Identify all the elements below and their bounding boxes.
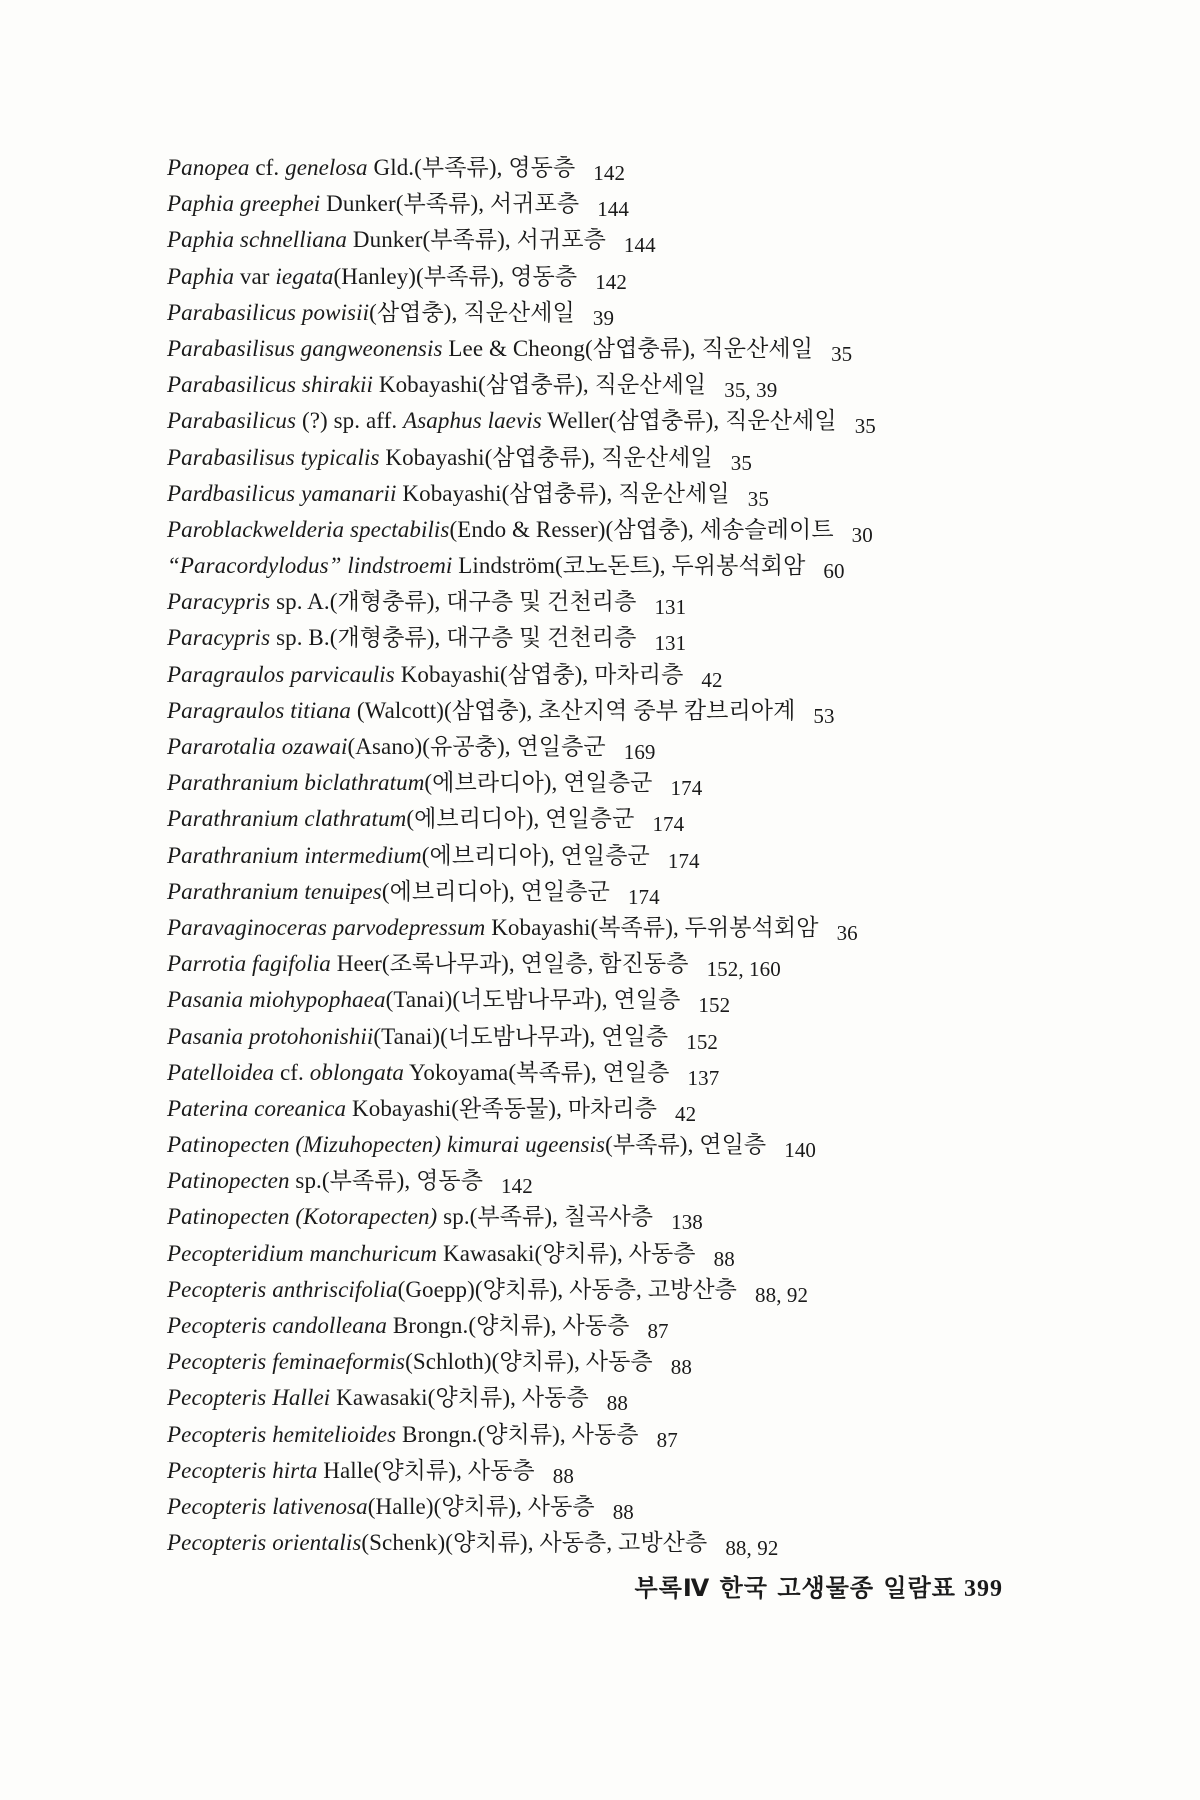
author-group-formation: Dunker(부족류), 서귀포층 (347, 227, 606, 253)
scientific-name: Parathranium biclathratum (167, 770, 425, 796)
author-group-formation: Kawasaki(양치류), 사동층 (330, 1385, 589, 1411)
author-group-formation: (에브리디아), 연일층군 (406, 806, 635, 832)
scientific-name: Parathranium tenuipes (167, 878, 382, 904)
author-group-formation: (Walcott)(삼엽충), 초산지역 중부 캄브리아계 (351, 697, 796, 723)
species-index-list (167, 150, 1127, 1561)
author-group-formation: (Endo & Resser)(삼엽충), 세송슬레이트 (449, 516, 834, 542)
page-reference: 53 (813, 703, 835, 728)
scientific-name: Paravaginoceras parvodepressum (167, 914, 486, 940)
index-entry (167, 838, 1127, 874)
author-group-formation: Kobayashi(복족류), 두위봉석회암 (485, 914, 819, 940)
author-group-formation: (에브라디아), 연일층군 (424, 770, 653, 796)
author-group-formation: Kobayashi(삼엽충류), 직운산세일 (396, 480, 730, 506)
author-group-formation: Dunker(부족류), 서귀포층 (320, 191, 580, 217)
page-reference: 142 (501, 1174, 533, 1199)
index-entry (167, 765, 1127, 801)
author-group-formation: (Asano)(유공충), 연일층군 (347, 734, 606, 759)
scientific-name: Pararotalia ozawai (167, 734, 348, 759)
index-entry (167, 512, 1127, 548)
scientific-name: Parabasilicus powisii (167, 299, 370, 325)
author-group-formation: (Hanley)(부족류), 영동층 (333, 263, 578, 289)
index-entry (167, 1091, 1127, 1127)
scientific-name: Parrotia fagifolia (167, 951, 331, 977)
page-reference: 60 (823, 559, 845, 584)
author-group-formation: (Goepp)(양치류), 사동층, 고방산층 (397, 1276, 737, 1302)
page-reference: 142 (593, 161, 626, 185)
author-group-formation: (에브리디아), 연일층군 (381, 878, 610, 904)
index-entry (167, 295, 1127, 331)
index-entry (167, 1055, 1127, 1091)
author-group-formation: (삼엽충), 직운산세일 (369, 299, 575, 325)
scientific-name: Parabasilisus gangweonensis (167, 335, 443, 361)
page-reference: 88 (713, 1246, 735, 1271)
scientific-name: Paphia greephei (167, 191, 321, 217)
index-entry (167, 440, 1127, 476)
index-entry (167, 1417, 1127, 1453)
page-reference: 35 (747, 486, 769, 511)
index-entry (167, 150, 1127, 186)
index-entry (167, 874, 1127, 910)
author-group-formation: Kobayashi(삼엽충류), 직운산세일 (373, 372, 707, 398)
index-entry (167, 1163, 1127, 1199)
author-group-formation: Kawasaki(양치류), 사동층 (437, 1240, 696, 1266)
author-group-formation: (부족류), 연일층 (605, 1132, 767, 1158)
index-entry (167, 331, 1127, 367)
page-reference: 35 (831, 341, 853, 366)
scientific-name-secondary: iegata (275, 263, 334, 289)
author-group-formation: Lee & Cheong(삼엽충류), 직운산세일 (442, 335, 814, 361)
scientific-name: “Paracordylodus” lindstroemi (167, 553, 453, 579)
scientific-name: Parathranium clathratum (167, 806, 407, 832)
page-reference: 36 (836, 920, 858, 945)
scientific-name: Pecopteris anthriscifolia (167, 1276, 398, 1302)
scientific-name: Pecopteris feminaeformis (167, 1349, 406, 1375)
scientific-name: Pecopteris lativenosa (167, 1493, 368, 1519)
author-group-formation: (Tanai)(너도밤나무과), 연일층 (373, 1023, 669, 1049)
index-entry (167, 367, 1127, 403)
author-group-formation: Kobayashi(삼엽충류), 직운산세일 (379, 444, 713, 470)
scientific-name: Pecopteris orientalis (167, 1530, 362, 1556)
scientific-name: Paracypris (167, 625, 271, 651)
author-group-formation: Brongn.(양치류), 사동층 (396, 1421, 639, 1447)
author-group-formation: Kobayashi(완족동물), 마차리층 (346, 1095, 658, 1121)
page-reference: 88 (552, 1463, 574, 1488)
name-qualifier: sp.(부족류), 칠곡사층 (437, 1204, 654, 1230)
page-reference: 88, 92 (725, 1536, 779, 1561)
index-entry (167, 910, 1127, 946)
index-entry (167, 259, 1127, 295)
author-group-formation: (에브리디아), 연일층군 (421, 842, 650, 868)
page-reference: 137 (687, 1065, 720, 1090)
index-entry (167, 222, 1127, 258)
author-group-formation: Halle(양치류), 사동층 (317, 1457, 535, 1483)
scientific-name: Pecopteris Hallei (167, 1385, 331, 1411)
page-reference: 35, 39 (724, 378, 778, 403)
scientific-name: Panopea (167, 155, 250, 180)
page-reference: 87 (647, 1319, 669, 1343)
page-reference: 138 (671, 1210, 703, 1235)
author-group-formation: Heer(조록나무과), 연일층, 함진동층 (330, 951, 689, 977)
page-reference: 35 (730, 450, 752, 475)
index-entry (167, 1019, 1127, 1055)
author-group-formation: Yokoyama(복족류), 연일층 (403, 1059, 670, 1085)
scientific-name: Pecopteridium manchuricum (167, 1240, 438, 1266)
name-qualifier: (?) sp. aff. (296, 408, 404, 434)
scientific-name: Paragraulos titiana (167, 697, 352, 723)
scientific-name: Pasania protohonishii (167, 1023, 374, 1049)
scientific-name: Paracypris (167, 589, 271, 615)
index-entry (167, 1380, 1127, 1416)
index-entry (167, 584, 1127, 620)
index-entry (167, 403, 1127, 439)
name-qualifier: cf. (249, 155, 286, 180)
page-reference: 152 (686, 1029, 719, 1054)
scientific-name: Patelloidea (167, 1059, 275, 1085)
scientific-name: Parathranium intermedium (167, 842, 422, 868)
name-qualifier: sp. A.(개형충류), 대구층 및 건천리층 (270, 589, 637, 615)
index-entry (167, 982, 1127, 1018)
page-reference: 142 (595, 269, 627, 294)
scientific-name: Pasania miohypophaea (167, 987, 386, 1013)
scientific-name: Pardbasilicus yamanarii (167, 480, 397, 506)
scientific-name: Pecopteris hirta (167, 1457, 318, 1483)
page-reference: 42 (701, 667, 723, 692)
page-reference: 174 (667, 848, 700, 873)
name-qualifier: sp.(부족류), 영동층 (289, 1168, 484, 1194)
page-reference: 144 (623, 233, 656, 258)
page-reference: 174 (652, 812, 685, 837)
page-reference: 39 (592, 305, 615, 330)
index-entry (167, 946, 1127, 982)
name-qualifier: cf. (274, 1059, 310, 1085)
index-entry (167, 729, 1127, 765)
page-reference: 42 (675, 1101, 697, 1126)
author-group-formation: Brongn.(양치류), 사동층 (387, 1313, 630, 1338)
page-reference: 144 (597, 197, 629, 222)
index-entry (167, 1127, 1127, 1163)
scientific-name: Parabasilicus shirakii (167, 372, 374, 398)
index-entry (167, 1308, 1127, 1344)
author-group-formation: (Schenk)(양치류), 사동층, 고방산층 (361, 1530, 708, 1556)
page-reference: 131 (654, 595, 687, 620)
scientific-name-secondary: genelosa (285, 155, 368, 180)
scientific-name: Parabasilicus (167, 408, 297, 434)
scientific-name: Paroblackwelderia spectabilis (167, 516, 450, 542)
page-reference: 88 (670, 1355, 692, 1380)
author-group-formation: Gld.(부족류), 영동층 (367, 155, 576, 180)
index-entry (167, 620, 1127, 656)
scientific-name: Patinopecten (167, 1168, 290, 1194)
author-group-formation: Kobayashi(삼엽충), 마차리층 (394, 661, 684, 687)
scientific-name: Pecopteris hemitelioides (167, 1421, 397, 1447)
page-reference: 140 (784, 1138, 817, 1163)
name-qualifier: var (234, 263, 276, 289)
index-entry (167, 801, 1127, 837)
index-entry (167, 693, 1127, 729)
index-entry (167, 1525, 1127, 1561)
scientific-name: Paphia (167, 263, 235, 289)
index-entry (167, 1489, 1127, 1525)
index-entry (167, 1453, 1127, 1489)
index-entry (167, 1199, 1127, 1235)
page-reference: 152 (698, 993, 731, 1018)
index-entry (167, 186, 1127, 222)
page-reference: 131 (654, 631, 687, 656)
author-group-formation: Lindström(코노돈트), 두위봉석회암 (452, 553, 806, 579)
scientific-name: Paterina coreanica (167, 1095, 347, 1121)
author-group-formation: Weller(삼엽충류), 직운산세일 (541, 408, 837, 434)
page-reference: 88 (612, 1499, 634, 1524)
index-entry (167, 548, 1127, 584)
scientific-name: Paphia schnelliana (167, 227, 348, 253)
scientific-name: Pecopteris candolleana (167, 1313, 388, 1338)
scientific-name-secondary: oblongata (309, 1059, 404, 1085)
author-group-formation: (Schloth)(양치류), 사동층 (405, 1349, 653, 1375)
scientific-name: Paragraulos parvicaulis (167, 661, 395, 687)
scientific-name: Patinopecten (Mizuhopecten) kimurai ugeensis (167, 1132, 606, 1158)
scientific-name-secondary: Asaphus laevis (403, 408, 542, 434)
index-entry (167, 1272, 1127, 1308)
page-reference: 30 (851, 522, 873, 547)
page-reference: 174 (627, 884, 660, 909)
author-group-formation: (Tanai)(너도밤나무과), 연일층 (385, 987, 681, 1013)
page-reference: 152, 160 (706, 957, 781, 982)
page-reference: 88 (606, 1391, 628, 1416)
index-entry (167, 1344, 1127, 1380)
page-reference: 174 (670, 776, 703, 801)
running-footer (635, 1568, 1003, 1603)
page-reference: 88, 92 (755, 1282, 809, 1307)
name-qualifier: sp. B.(개형충류), 대구층 및 건천리층 (270, 625, 637, 651)
index-entry (167, 476, 1127, 512)
page-reference: 87 (656, 1427, 678, 1452)
footer-label: 부록Ⅳ 한국 고생물종 일람표 (634, 1574, 956, 1602)
page-reference: 35 (854, 414, 876, 439)
page-reference: 169 (623, 740, 656, 764)
index-entry (167, 1236, 1127, 1272)
scientific-name: Parabasilisus typicalis (167, 444, 380, 470)
footer-page-number: 399 (964, 1576, 1003, 1602)
index-entry (167, 657, 1127, 693)
scientific-name: Patinopecten (Kotorapecten) (167, 1204, 438, 1230)
author-group-formation: (Halle)(양치류), 사동층 (367, 1493, 595, 1519)
